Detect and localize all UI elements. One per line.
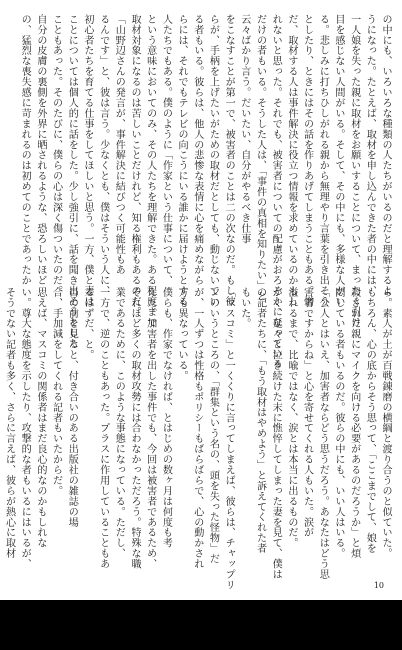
text-line: 「マスコミ」と一くくりに言ってしまえば、彼らは、チャップリ bbox=[223, 287, 235, 591]
text-line: の、猛烈な喪失感に苛まれるのは初めてのことであったか bbox=[19, 14, 31, 286]
text-line: 「山野辺さんの発言が、事件解決に結びつく可能性もあ bbox=[113, 14, 125, 276]
text-line: をこなすことが第一で、被害者のことは二の次なのだ。もし彼 bbox=[223, 14, 235, 307]
text-line: という意味においてのみ、その人たちを理解できた。ある程度まで bbox=[144, 14, 156, 328]
text-line: 方も異なっている。 bbox=[176, 287, 188, 382]
text-line: 目の前を見ると、付き合いのある出版社の雑誌の場 bbox=[66, 287, 78, 528]
text-line: 溢れるまで、比喩ではなく、涙とは本当に出るものだ。 bbox=[285, 287, 297, 549]
text-line: る。悲しみに打ちひしがれる親から無理やり言葉を引き出そう bbox=[317, 14, 329, 307]
text-line: もちろん、心の底からそう思って、「ここまでして、娘を bbox=[364, 287, 376, 554]
text-line: い。尊大な態度を示したり、攻撃的な者もいるにはいるが、 bbox=[19, 287, 31, 570]
text-line: 「公人とはいえ、加害者ならどう思うだろう。あなたはどう思 bbox=[317, 287, 329, 580]
text-line: がく、延々と泣き続けた末に憔悴してしまった妻を見て、僕は bbox=[270, 287, 282, 580]
text-line: 業であるために、このような事態になっている。ただし、 bbox=[113, 287, 125, 559]
text-line: の記者たちに、「もう取材はやめよう」と訴えてくれた者 bbox=[254, 287, 266, 554]
text-line: こともあった。そのたびに、僕らの心は深く傷ついたのだ。 bbox=[50, 14, 62, 297]
text-line: 殺された親にマイクを向ける必要があるのだろうか」と煩 bbox=[348, 287, 360, 559]
text-line: それほど多くの取材攻勢には合わなかっただろう。特殊な職 bbox=[129, 287, 140, 570]
text-line: としたり、ときにはその話を作りあげてしまうこともある。憎 bbox=[301, 14, 313, 307]
text-line: 一人娘を失った親に取材をお願いすることについて、まったく引け bbox=[348, 14, 360, 328]
text-line: 自分の皮膚の裏側を外界に晒されるような、恐ろしいほど bbox=[34, 14, 46, 286]
text-line: れないと思った。それでも、被害者についての配慮がおろそかになっている bbox=[270, 14, 282, 370]
text-line: 云々ばかり言う。だいたい、自分がやるべき仕事 bbox=[238, 14, 250, 244]
text-line: 人たちでもある。僕のように「作家という仕事について、 bbox=[160, 14, 172, 286]
text-line: 害者ですからね」と心を寄せてくれる人もいた。涙が bbox=[301, 287, 313, 538]
text-line: 悶している者もいるのだ。彼らの中にも、いい人はいる。 bbox=[332, 287, 344, 559]
text-line: ンのいうところの、「群集という名の、頭を失った怪物」だ bbox=[207, 287, 219, 565]
text-line: 僕らも、作家でなければ、とはじめの数ヶ月は何度も考 bbox=[160, 287, 172, 549]
text-line: だけの者もいる。そうした人は、「事件の真相を知りたい」と bbox=[254, 14, 266, 302]
text-line: 合、手加減をしてくれる記者もいたからだ。 bbox=[50, 287, 62, 496]
page-number: 10 bbox=[373, 581, 384, 590]
text-line: 目を感じない人間がいる。そして、その中にも、多様な人がい bbox=[332, 14, 344, 307]
text-line: 取材対象になるのは苦しいことだけれど、知る権利もあるのだ。 bbox=[129, 14, 140, 318]
text-line: 一方で、逆のこともあった。プラスに作用していることもあ bbox=[97, 287, 109, 570]
text-line: が、一人ずつは性格もポリシーもばらばらで、心の動かされ bbox=[191, 287, 203, 570]
text-line: そうでない記者も多く、さらに言えば、彼らが熱心に取材 bbox=[3, 287, 15, 559]
text-line: の中にも、いろいろな種類の人たちがいるのだと理解するよ bbox=[380, 14, 391, 297]
text-line: だ、取材する人は事件解決に役立つ情報を求めているのかもし bbox=[285, 14, 297, 307]
text-line: るはずだ、と。 bbox=[81, 287, 93, 361]
text-line: らが、手柄を上げたいがための取材だとしても、動じないでい bbox=[207, 14, 219, 307]
text-line: ことについては個人的に話をした。少し強引に、話を聞き出そうとした bbox=[66, 14, 78, 349]
text-line: 思えば、マスコミの関係者はまだ良心的なのかもしれな bbox=[34, 287, 46, 549]
text-line: うになった。たとえば、取材を申し込んできた者の中には、 bbox=[364, 14, 376, 297]
text-line: らには、それでもテレビの向こうにいる誰かに届けようとする bbox=[176, 14, 188, 307]
text-line: ら。素人が土が百戦錬磨の横綱と渡り合うのと似ていた。 bbox=[380, 287, 391, 559]
text-line: 初心者たちを育てる仕事をしてほしいと思う。一方、僕と妻は bbox=[81, 14, 93, 307]
text-line: るんです」と、彼は言う。少なくとも、僕はそういう人に、 bbox=[97, 14, 109, 297]
text-line: えた。加害者を出した事件でも、今回は被害者であるため、 bbox=[144, 287, 156, 570]
text-line: もいた。 bbox=[238, 287, 250, 329]
text-line: る者もいる。彼らは、他人の悲惨な表情に心を痛めながら bbox=[191, 14, 203, 286]
